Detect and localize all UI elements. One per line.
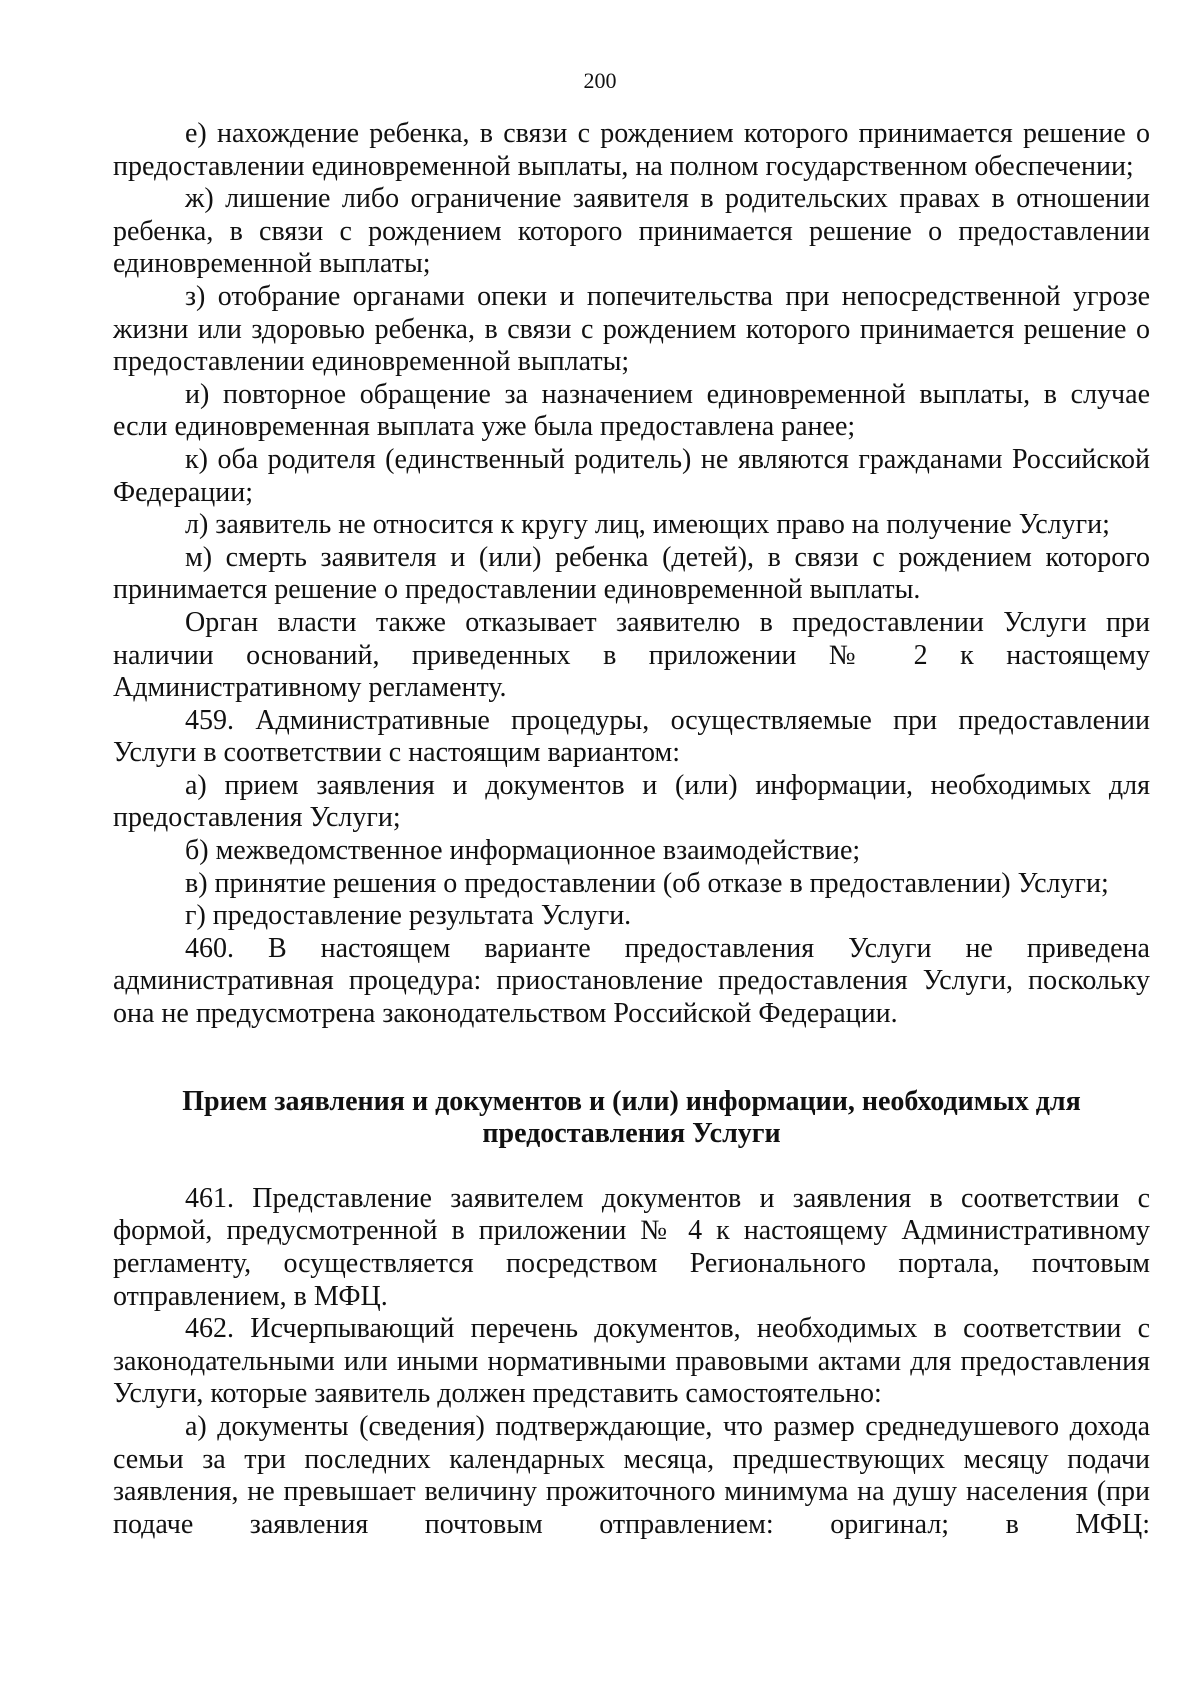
paragraph-461: 461. Представление заявителем документов и заявления в соответствии с формой, предусмотренной в приложении № 4 к настоящему Административному регламенту, осуществляется посредством Регионального портала, почтовым отправлением, в МФЦ. [113, 1182, 1150, 1312]
section-heading: Прием заявления и документов и (или) информации, необходимых для предоставления Услуги [182, 1085, 1081, 1150]
paragraph-459-g: г) предоставление результата Услуги. [185, 900, 632, 932]
paragraph-item-l: л) заявитель не относится к кругу лиц, имеющих право на получение Услуги; [185, 509, 1110, 541]
paragraph-459-a: а) прием заявления и документов и (или) информации, необходимых для предоставления Услуги; [113, 769, 1150, 834]
paragraph-item-e: е) нахождение ребенка, в связи с рождением которого принимается решение о предоставлении единовременной выплаты, на полном государственном обеспечении; [113, 118, 1150, 182]
paragraph-refusal-grounds: Орган власти также отказывает заявителю в предоставлении Услуги при наличии оснований, приведенных в приложении № 2 к настоящему Административному регламенту. [113, 606, 1150, 704]
paragraph-item-zh: ж) лишение либо ограничение заявителя в родительских правах в отношении ребенка, в связи с рождением которого принимается решение о предоставлении единовременной выплаты; [113, 183, 1150, 280]
paragraph-item-m: м) смерть заявителя и (или) ребенка (детей), в связи с рождением которого принимается решение о предоставлении единовременной выплаты. [113, 541, 1150, 606]
paragraph-462-a: а) документы (сведения) подтверждающие, что размер среднедушевого дохода семьи за три последних календарных месяца, предшествующих месяцу подачи заявления, не превышает величину прожиточного минимума на душу населения (при подаче заявления почтовым отправлением: оригинал; в МФЦ: [113, 1410, 1150, 1540]
paragraph-459-b: б) межведомственное информационное взаимодействие; [185, 835, 861, 867]
paragraph-item-k: к) оба родителя (единственный родитель) не являются гражданами Российской Федерации; [113, 443, 1150, 508]
paragraph-460: 460. В настоящем варианте предоставления Услуги не приведена административная процедура: приостановление предоставления Услуги, поскольку она не предусмотрена законодательством Российской Федерации. [113, 932, 1150, 1030]
paragraph-459-v: в) принятие решения о предоставлении (об отказе в предоставлении) Услуги; [185, 867, 1109, 899]
paragraph-462: 462. Исчерпывающий перечень документов, необходимых в соответствии с законодательными или иными нормативными правовыми актами для предоставления Услуги, которые заявитель должен представить самостоятельно: [113, 1313, 1150, 1410]
paragraph-459: 459. Административные процедуры, осуществляемые при предоставлении Услуги в соответствии с настоящим вариантом: [113, 704, 1150, 769]
paragraph-item-i: и) повторное обращение за назначением единовременной выплаты, в случае если единовременная выплата уже была предоставлена ранее; [113, 378, 1150, 443]
paragraph-item-z: з) отобрание органами опеки и попечительства при непосредственной угрозе жизни или здоровью ребенка, в связи с рождением которого принимается решение о предоставлении единовременной выплаты; [113, 280, 1150, 378]
page-number: 200 [583, 68, 617, 93]
document-body [113, 118, 1150, 1541]
